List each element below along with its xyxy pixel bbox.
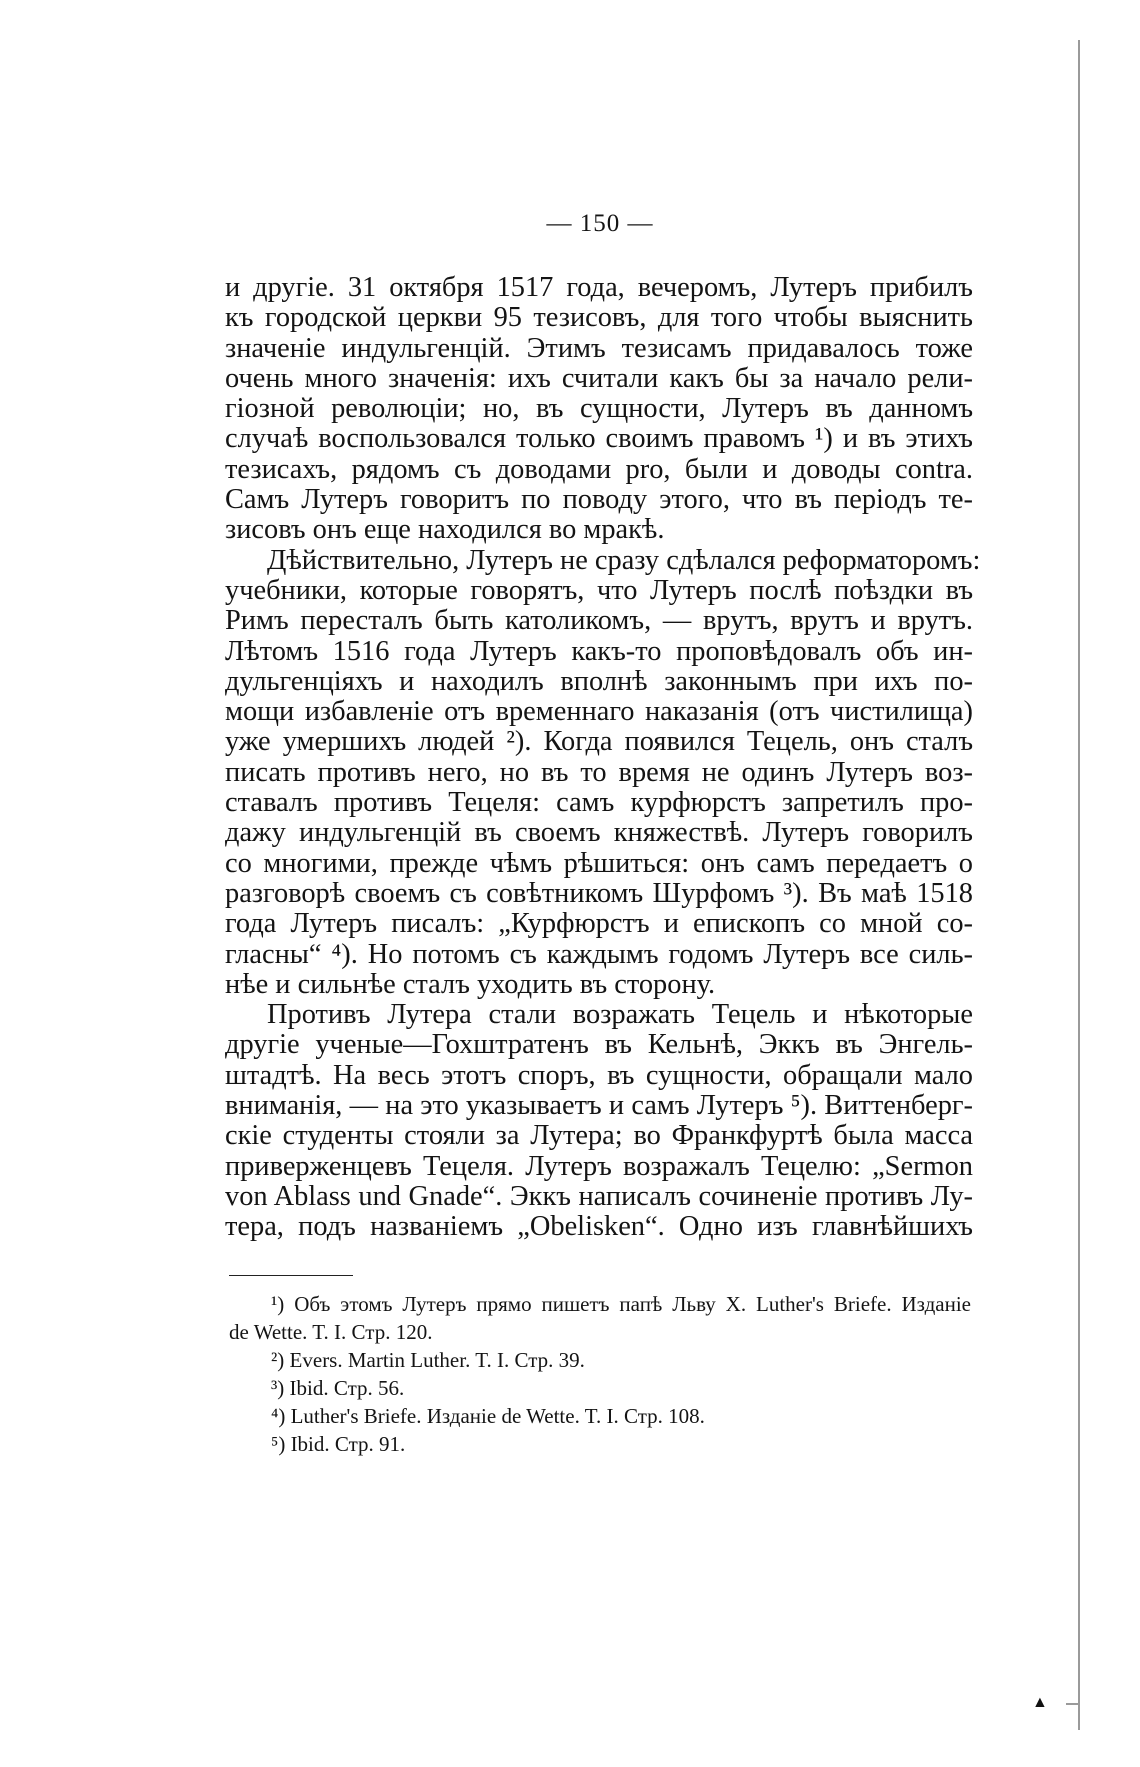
footnote-3: ³) Ibid. Стр. 56. [271, 1376, 405, 1400]
main-text [225, 272, 981, 1243]
text-line: значеніе индульгенцій. Этимъ тезисамъ придавалось тоже [225, 332, 973, 364]
text-line: къ городской церкви 95 тезисовъ, для того чтобы выяснить [225, 302, 973, 334]
text-line: другіе ученые—Гохштратенъ въ Кельнѣ, Эккъ въ Энгель- [225, 1029, 973, 1061]
footnote-4: ⁴) Luther's Briefe. Изданіе de Wette. T. I. Стр. 108. [271, 1404, 705, 1428]
text-line: учебники, которые говорятъ, что Лутеръ послѣ поѣздки въ [225, 574, 973, 606]
paragraph-3 [225, 1000, 973, 1242]
text-line: вниманія, — на это указываетъ и самъ Лутеръ ⁵). Виттенберг- [225, 1090, 973, 1122]
text-line: Дѣйствительно, Лутеръ не сразу сдѣлался реформаторомъ: [267, 544, 981, 576]
text-line: дажу индульгенцій въ своемъ княжествѣ. Лутеръ говорилъ [225, 817, 973, 849]
text-line: Противъ Лутера стали возражать Тецель и нѣкоторые [267, 999, 973, 1031]
page-edge-tick [1066, 1703, 1080, 1705]
text-line: von Ablass und Gnade“. Эккъ написалъ сочиненіе противъ Лу- [225, 1180, 973, 1212]
text-line: случаѣ воспользовался только своимъ правомъ ¹) и въ этихъ [225, 423, 973, 455]
text-line: разговорѣ своемъ съ совѣтникомъ Шурфомъ ³). Въ маѣ 1518 [225, 877, 973, 909]
text-line: уже умершихъ людей ²). Когда появился Тецель, онъ сталъ [225, 726, 973, 758]
footnotes [229, 1290, 971, 1458]
text-line: года Лутеръ писалъ: „Курфюрстъ и епископъ со мной со- [225, 908, 973, 940]
footnote-1-cont: de Wette. T. I. Стр. 120. [229, 1320, 433, 1344]
text-line: гласны“ ⁴). Но потомъ съ каждымъ годомъ Лутеръ все силь- [225, 938, 973, 970]
text-line: Самъ Лутеръ говоритъ по поводу этого, что въ періодъ те- [225, 484, 973, 516]
text-line: Лѣтомъ 1516 года Лутеръ какъ-то проповѣдовалъ объ ин- [225, 635, 973, 667]
text-line: очень много значенія: ихъ считали какъ бы за начало рели- [225, 362, 973, 394]
text-line: скіе студенты стояли за Лутера; во Франкфуртѣ была масса [225, 1120, 973, 1152]
text-line: Римъ пересталъ быть католикомъ, — врутъ, врутъ и врутъ. [225, 605, 973, 637]
corner-mark-icon: ▲ [1032, 1694, 1048, 1711]
text-line: зисовъ онъ еще находился во мракѣ. [225, 514, 665, 546]
text-line: дульгенціяхъ и находилъ вполнѣ законнымъ при ихъ по- [225, 665, 973, 697]
text-line: и другіе. 31 октября 1517 года, вечеромъ, Лутеръ прибилъ [225, 272, 973, 303]
footnote-1: ¹) Объ этомъ Лутеръ прямо пишетъ папѣ Льву X. Luther's Briefe. Изданіе [271, 1292, 971, 1316]
paragraph-1 [225, 273, 973, 546]
text-line: ставалъ противъ Тецеля: самъ курфюрстъ запретилъ про- [225, 787, 973, 819]
page-number: — 150 — [546, 210, 654, 237]
text-line: приверженцевъ Тецеля. Лутеръ возражалъ Тецелю: „Sermon [225, 1150, 973, 1182]
page-edge-line [1078, 40, 1080, 1730]
paragraph-2 [225, 544, 981, 1000]
text-line: тера, подъ названіемъ „Obelisken“. Одно изъ главнѣйшихъ [225, 1211, 973, 1243]
text-line: мощи избавленіе отъ временнаго наказанія (отъ чистилища) [225, 696, 973, 728]
text-line: тезисахъ, рядомъ съ доводами pro, были и доводы contra. [225, 453, 973, 485]
text-line: гіозной революціи; но, въ сущности, Лутеръ въ данномъ [225, 393, 973, 425]
text-line: писать противъ него, но въ то время не одинъ Лутеръ воз- [225, 756, 973, 788]
footnote-5: ⁵) Ibid. Стр. 91. [271, 1432, 406, 1456]
footnote-divider [229, 1275, 353, 1276]
text-line: нѣе и сильнѣе сталъ уходить въ сторону. [225, 968, 716, 1000]
footnote-2: ²) Evers. Martin Luther. T. I. Стр. 39. [271, 1348, 585, 1372]
text-line: штадтѣ. На весь этотъ споръ, въ сущности, обращали мало [225, 1059, 973, 1091]
text-line: со многими, прежде чѣмъ рѣшиться: онъ самъ передаетъ о [225, 847, 973, 879]
